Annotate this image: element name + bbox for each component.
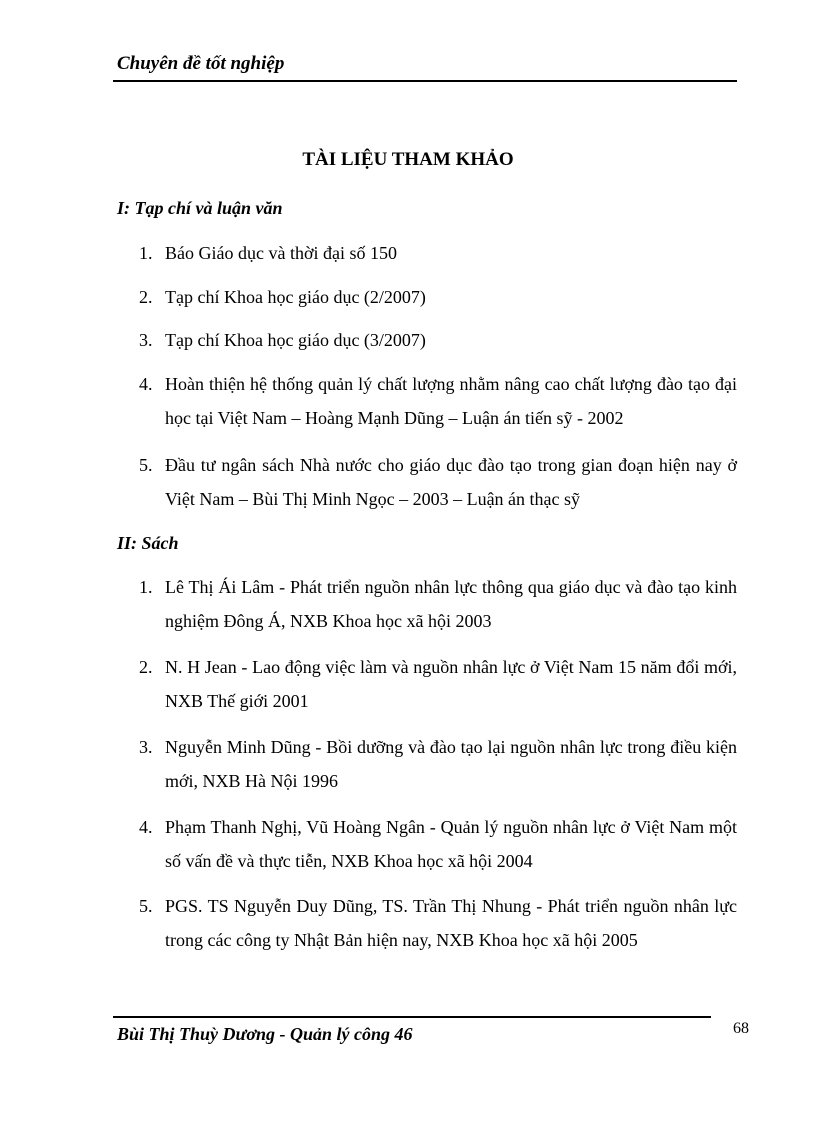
section-heading: I: Tạp chí và luận văn (117, 198, 283, 218)
reference-item (139, 367, 737, 435)
reference-number: 4. (139, 817, 153, 837)
header-divider (113, 80, 737, 82)
reference-text: Tạp chí Khoa học giáo dục (2/2007) (165, 287, 426, 307)
reference-item (139, 323, 737, 357)
reference-number: 4. (139, 374, 153, 394)
reference-number: 3. (139, 330, 153, 350)
reference-item (139, 889, 737, 957)
reference-item (139, 448, 737, 516)
page-title: TÀI LIỆU THAM KHẢO (302, 149, 514, 170)
reference-number: 3. (139, 737, 153, 757)
reference-number: 1. (139, 577, 153, 597)
section-heading: II: Sách (117, 533, 179, 553)
reference-item (139, 236, 737, 270)
reference-item (139, 810, 737, 878)
footer-author: Bùi Thị Thuỳ Dương - Quản lý công 46 (117, 1024, 413, 1044)
reference-text: Tạp chí Khoa học giáo dục (3/2007) (165, 330, 426, 350)
reference-item (139, 280, 737, 314)
reference-item (139, 730, 737, 798)
reference-item (139, 650, 737, 718)
page-number: 68 (733, 1020, 749, 1037)
reference-item (139, 570, 737, 638)
header-title: Chuyên đề tốt nghiệp (117, 53, 285, 74)
footer-divider (113, 1016, 711, 1018)
reference-number: 5. (139, 455, 153, 475)
reference-text: Lê Thị Ái Lâm - Phát triển nguồn nhân lực thông qua giáo dục và đào tạo kinh nghiệm Đông Á, NXB Khoa học xã hội 2003 (165, 577, 737, 631)
reference-number: 1. (139, 243, 153, 263)
reference-text: Hoàn thiện hệ thống quản lý chất lượng nhằm nâng cao chất lượng đào tạo đại học tại Việt Nam – Hoàng Mạnh Dũng – Luận án tiến sỹ - 2002 (165, 374, 737, 428)
reference-number: 5. (139, 896, 153, 916)
reference-number: 2. (139, 657, 153, 677)
reference-number: 2. (139, 287, 153, 307)
reference-text: Báo Giáo dục và thời đại số 150 (165, 243, 397, 263)
reference-text: Phạm Thanh Nghị, Vũ Hoàng Ngân - Quản lý nguồn nhân lực ở Việt Nam một số vấn đề và thực tiễn, NXB Khoa học xã hội 2004 (165, 817, 737, 871)
reference-text: Nguyễn Minh Dũng - Bồi dưỡng và đào tạo lại nguồn nhân lực trong điều kiện mới, NXB Hà Nội 1996 (165, 737, 737, 791)
reference-text: N. H Jean - Lao động việc làm và nguồn nhân lực ở Việt Nam 15 năm đổi mới, NXB Thế giới 2001 (165, 657, 737, 711)
reference-text: Đầu tư ngân sách Nhà nước cho giáo dục đào tạo trong gian đoạn hiện nay ở Việt Nam – Bùi Thị Minh Ngọc – 2003 – Luận án thạc sỹ (165, 455, 737, 509)
reference-text: PGS. TS Nguyễn Duy Dũng, TS. Trần Thị Nhung - Phát triển nguồn nhân lực trong các công ty Nhật Bản hiện nay, NXB Khoa học xã hội 2005 (165, 896, 737, 950)
